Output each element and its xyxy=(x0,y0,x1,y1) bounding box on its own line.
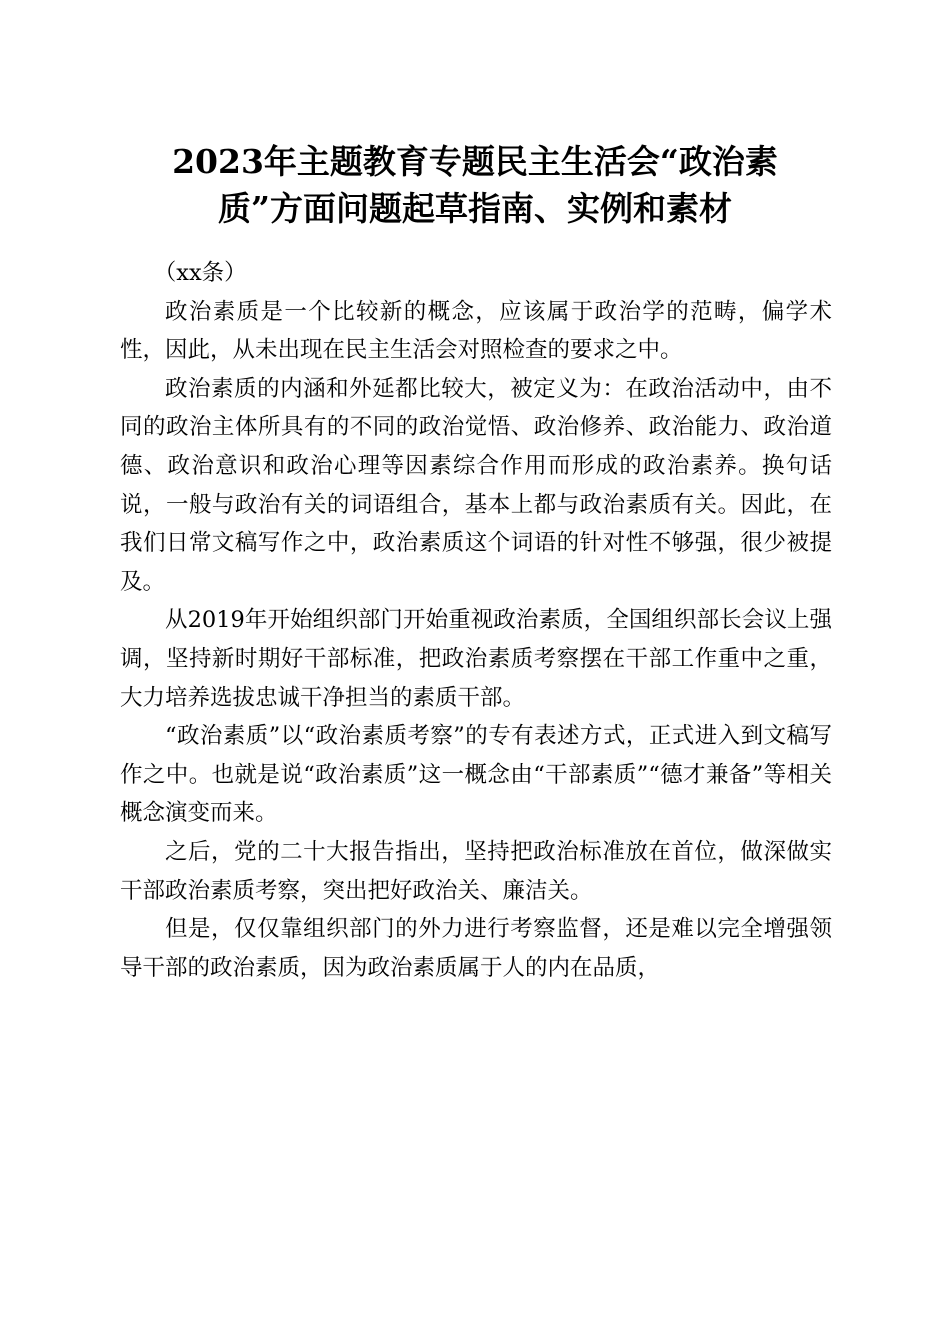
document-body xyxy=(120,254,832,987)
paragraph: 政治素质是一个比较新的概念，应该属于政治学的范畴，偏学术性，因此，从未出现在民主生活会对照检查的要求之中。 xyxy=(120,298,832,364)
title-line-1: 2023年主题教育专题民主生活会“政治素 xyxy=(172,142,778,181)
item-count-note: （xx条） xyxy=(153,260,247,286)
paragraph: “政治素质”以“政治素质考察”的专有表述方式，正式进入到文稿写作之中。也就是说“政治素质”这一概念由“干部素质”“德才兼备”等相关概念演变而来。 xyxy=(120,723,832,827)
paragraph: 政治素质的内涵和外延都比较大，被定义为：在政治活动中，由不同的政治主体所具有的不同的政治觉悟、政治修养、政治能力、政治道德、政治意识和政治心理等因素综合作用而形成的政治素养。换句话说，一般与政治有关的词语组合，基本上都与政治素质有关。因此，在我们日常文稿写作之中，政治素质这个词语的针对性不够强，很少被提及。 xyxy=(120,375,832,595)
document-title xyxy=(120,138,830,232)
paragraph: 之后，党的二十大报告指出，坚持把政治标准放在首位，做深做实干部政治素质考察，突出把好政治关、廉洁关。 xyxy=(120,838,832,904)
paragraph: 从2019年开始组织部门开始重视政治素质，全国组织部长会议上强调，坚持新时期好干部标准，把政治素质考察摆在干部工作重中之重，大力培养选拔忠诚干净担当的素质干部。 xyxy=(120,607,832,711)
title-line-2: 质”方面问题起草指南、实例和素材 xyxy=(218,189,732,228)
paragraph: 但是，仅仅靠组织部门的外力进行考察监督，还是难以完全增强领导干部的政治素质，因为政治素质属于人的内在品质， xyxy=(120,916,832,981)
